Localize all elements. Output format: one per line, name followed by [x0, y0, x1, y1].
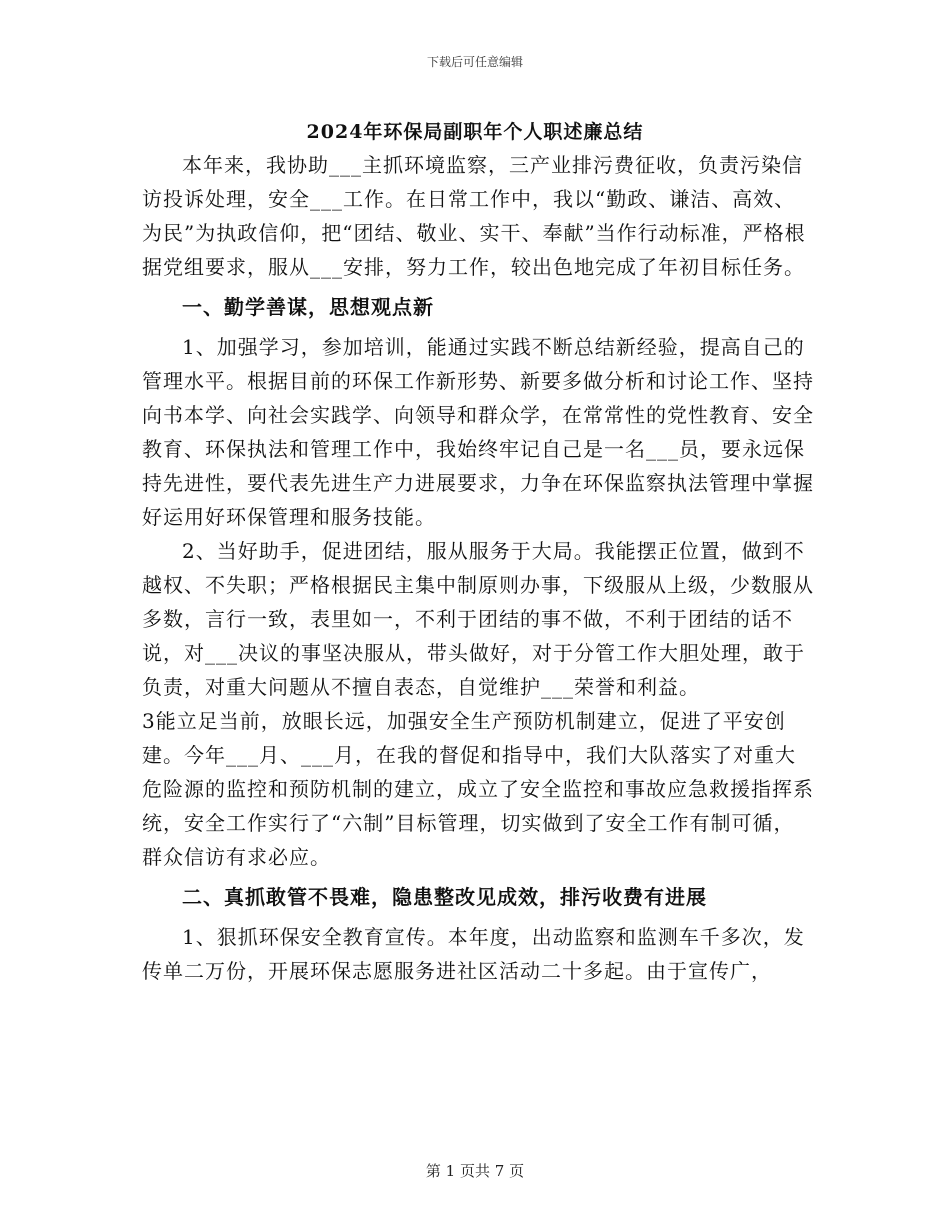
document-title: 2024年环保局副职年个人职述廉总结	[306, 121, 644, 143]
paragraph-intro: 本年来，我协助___主抓环境监察，三产业排污费征收，负责污染信访投诉处理，安全___工作。在日常工作中，我以“勤政、谦洁、高效、为民”为执政信仰，把“团结、敬业、实干、奉献”当作行动标准，严格根据党组要求，服从___安排，努力工作，较出色地完成了年初目标任务。	[142, 153, 806, 279]
document-body	[142, 148, 814, 988]
section-heading-2: 二、真抓敢管不畏难，隐患整改见成效，排污收费有进展	[182, 885, 707, 909]
paragraph-1-2: 2、当好助手，促进团结，服从服务于大局。我能摆正位置，做到不越权、不失职；严格根据民主集中制原则办事，下级服从上级，少数服从多数，言行一致，表里如一，不利于团结的事不做，不利于团结的话不说，对___决议的事坚决服从，带头做好，对于分管工作大胆处理，敢于负责，对重大问题从不擅自表态，自觉维护___荣誉和利益。	[142, 539, 814, 699]
header-note: 下载后可任意编辑	[426, 55, 523, 69]
paragraph-2-1: 1、狠抓环保安全教育宣传。本年度，出动监察和监测车千多次，发传单二万份，开展环保志愿服务进社区活动二十多起。由于宣传广，	[142, 925, 805, 983]
section-heading-1: 一、勤学善谋，思想观点新	[182, 295, 434, 319]
paragraph-1-3: 3能立足当前，放眼长远，加强安全生产预防机制建立，促进了平安创建。今年___月、___月，在我的督促和指导中，我们大队落实了对重大危险源的监控和预防机制的建立，成立了安全监控和事故应急救援指挥系统，安全工作实行了“六制”目标管理，切实做到了安全工作有制可循，群众信访有求必应。	[142, 709, 814, 869]
paragraph-1-1: 1、加强学习，参加培训，能通过实践不断总结新经验，提高自己的管理水平。根据目前的环保工作新形势、新要多做分析和讨论工作、坚持向书本学、向社会实践学、向领导和群众学，在常常性的党性教育、安全教育、环保执法和管理工作中，我始终牢记自己是一名___员，要永远保持先进性，要代表先进生产力进展要求，力争在环保监察执法管理中掌握好运用好环保管理和服务技能。	[142, 335, 814, 529]
page-footer: 第 1 页共 7 页	[425, 1162, 525, 1180]
